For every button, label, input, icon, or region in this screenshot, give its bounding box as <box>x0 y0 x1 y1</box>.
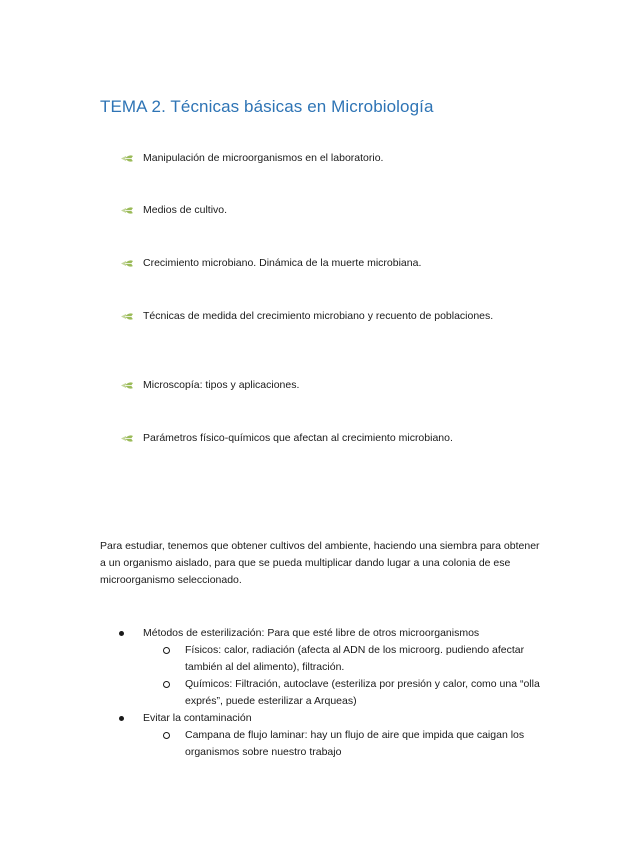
topic-text: Microscopía: tipos y aplicaciones. <box>143 379 300 391</box>
leaf-bullet-icon <box>120 311 134 322</box>
leaf-bullet-icon <box>120 205 134 216</box>
bullet-circle-icon <box>163 681 170 688</box>
bullet-circle-icon <box>163 647 170 654</box>
list-item-text: Métodos de esterilización: Para que esté libre de otros microorganismos <box>143 627 480 639</box>
topic-item <box>120 150 520 167</box>
bullet-dot-icon <box>119 631 124 636</box>
bullet-circle-icon <box>163 732 170 739</box>
page-title: TEMA 2. Técnicas básicas en Microbiología <box>100 97 434 116</box>
sub-list-item-text: Químicos: Filtración, autoclave (esteriliza por presión y calor, como una “olla exprés”, puede esterilizar a Arqueas) <box>185 678 540 707</box>
methods-list <box>100 625 540 761</box>
sub-list-item-text: Físicos: calor, radiación (afecta al ADN de los microorg. pudiendo afectar también al del alimento), filtración. <box>185 644 525 673</box>
leaf-bullet-icon <box>120 380 134 391</box>
sub-list-item-text: Campana de flujo laminar: hay un flujo de aire que impida que caigan los organismos sobre nuestro trabajo <box>185 729 525 758</box>
topic-text: Parámetros físico-químicos que afectan al crecimiento microbiano. <box>143 432 453 444</box>
bullet-dot-icon <box>119 716 124 721</box>
topic-item <box>120 377 520 394</box>
topic-text: Crecimiento microbiano. Dinámica de la muerte microbiana. <box>143 257 422 269</box>
sub-list-item <box>100 642 540 676</box>
topic-text: Medios de cultivo. <box>143 204 228 216</box>
sub-list-item <box>100 676 540 710</box>
list-item <box>100 710 540 727</box>
leaf-bullet-icon <box>120 153 134 164</box>
intro-paragraph: Para estudiar, tenemos que obtener cultivos del ambiente, haciendo una siembra para obtener a un organismo aislado, para que se pueda multiplicar dando lugar a una colonia de ese microorganismo seleccionado. <box>100 540 540 586</box>
list-item-text: Evitar la contaminación <box>143 712 252 724</box>
leaf-bullet-icon <box>120 433 134 444</box>
list-item <box>100 625 540 642</box>
topic-item <box>120 255 520 272</box>
topic-item <box>120 308 505 325</box>
topic-item <box>120 430 520 447</box>
sub-list-item <box>100 727 540 761</box>
leaf-bullet-icon <box>120 258 134 269</box>
topic-text: Manipulación de microorganismos en el laboratorio. <box>143 152 384 164</box>
topic-item <box>120 202 520 219</box>
topic-text: Técnicas de medida del crecimiento microbiano y recuento de poblaciones. <box>143 310 494 322</box>
